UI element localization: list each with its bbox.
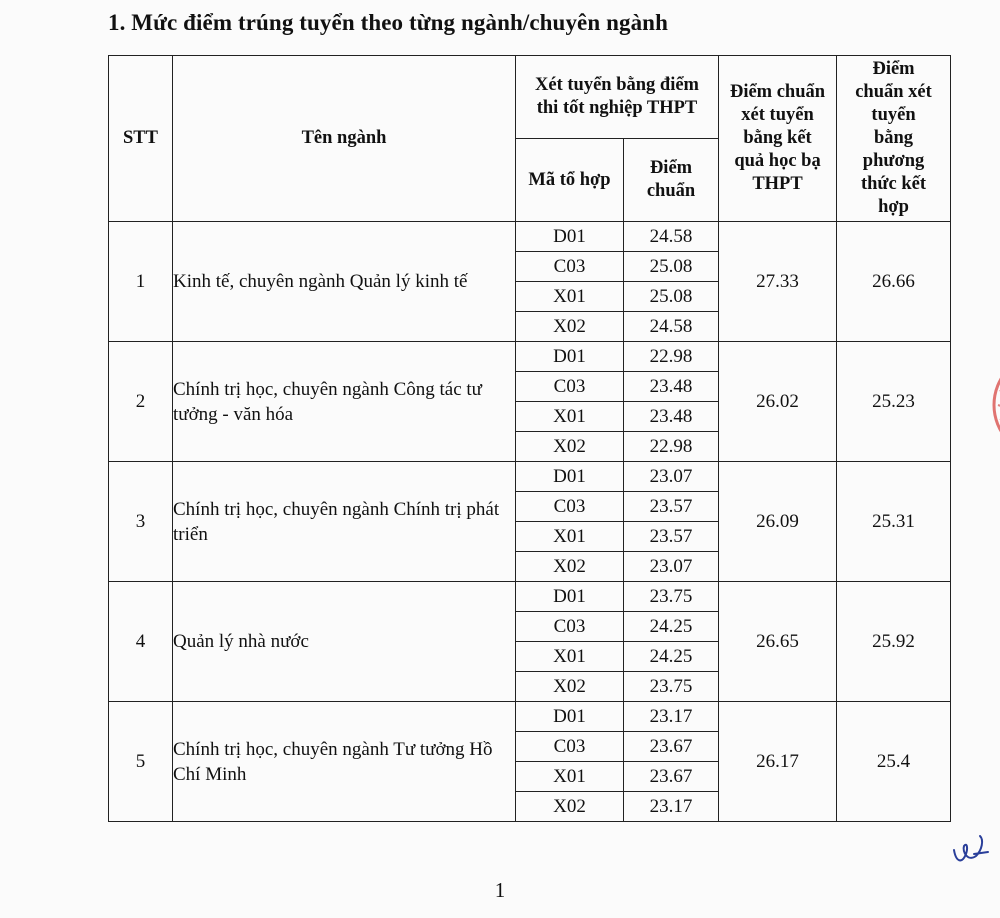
cell-cutoff-score: 24.58 <box>624 312 719 342</box>
cell-major-name: Chính trị học, chuyên ngành Chính trị phát triển <box>173 462 516 582</box>
cell-combo-code: C03 <box>516 492 624 522</box>
cell-cutoff-score: 24.25 <box>624 642 719 672</box>
cell-combined-score: 25.4 <box>837 702 951 822</box>
cell-cutoff-score: 24.58 <box>624 222 719 252</box>
cell-transcript-score: 26.17 <box>719 702 837 822</box>
header-transcript: Điểm chuẩn xét tuyển bằng kết quả học bạ THPT <box>719 56 837 222</box>
cell-stt: 2 <box>109 342 173 462</box>
table-row <box>109 342 951 372</box>
table-row <box>109 702 951 732</box>
cell-combo-code: X02 <box>516 672 624 702</box>
cell-combo-code: X01 <box>516 642 624 672</box>
cell-cutoff-score: 22.98 <box>624 432 719 462</box>
cell-cutoff-score: 23.57 <box>624 522 719 552</box>
cell-combo-code: D01 <box>516 582 624 612</box>
cell-cutoff-score: 23.67 <box>624 762 719 792</box>
cell-transcript-score: 27.33 <box>719 222 837 342</box>
cell-transcript-score: 26.09 <box>719 462 837 582</box>
table-row <box>109 462 951 492</box>
cell-combo-code: X02 <box>516 792 624 822</box>
cell-stt: 3 <box>109 462 173 582</box>
header-thpt-exam: Xét tuyển bằng điểm thi tốt nghiệp THPT <box>516 56 719 139</box>
signature-mark <box>950 832 995 872</box>
cell-combo-code: C03 <box>516 252 624 282</box>
cell-cutoff-score: 25.08 <box>624 252 719 282</box>
cell-cutoff-score: 23.17 <box>624 702 719 732</box>
cell-combo-code: D01 <box>516 702 624 732</box>
cell-transcript-score: 26.02 <box>719 342 837 462</box>
cell-stt: 1 <box>109 222 173 342</box>
cell-cutoff-score: 23.07 <box>624 552 719 582</box>
table-row <box>109 222 951 252</box>
cell-combo-code: C03 <box>516 372 624 402</box>
cell-cutoff-score: 22.98 <box>624 342 719 372</box>
cell-combined-score: 25.92 <box>837 582 951 702</box>
official-stamp <box>984 345 1000 465</box>
table-body <box>109 222 951 822</box>
cell-combined-score: 25.31 <box>837 462 951 582</box>
header-major: Tên ngành <box>173 56 516 222</box>
cell-combo-code: X01 <box>516 522 624 552</box>
cell-major-name: Quản lý nhà nước <box>173 582 516 702</box>
cell-major-name: Kinh tế, chuyên ngành Quản lý kinh tế <box>173 222 516 342</box>
cell-cutoff-score: 23.48 <box>624 402 719 432</box>
cell-combo-code: X02 <box>516 552 624 582</box>
header-combo-code: Mã tổ hợp <box>516 139 624 222</box>
cell-combo-code: X01 <box>516 402 624 432</box>
cell-cutoff-score: 23.75 <box>624 582 719 612</box>
section-heading: 1. Mức điểm trúng tuyển theo từng ngành/chuyên ngành <box>108 10 668 35</box>
cell-cutoff-score: 24.25 <box>624 612 719 642</box>
cell-major-name: Chính trị học, chuyên ngành Công tác tư tưởng - văn hóa <box>173 342 516 462</box>
cell-combo-code: X02 <box>516 312 624 342</box>
cell-combo-code: X02 <box>516 432 624 462</box>
cell-cutoff-score: 25.08 <box>624 282 719 312</box>
header-combined: Điểm chuẩn xét tuyển bằng phương thức kết hợp <box>837 56 951 222</box>
cell-cutoff-score: 23.75 <box>624 672 719 702</box>
cell-combined-score: 25.23 <box>837 342 951 462</box>
cell-cutoff-score: 23.57 <box>624 492 719 522</box>
table-row <box>109 582 951 612</box>
header-cutoff: Điểm chuẩn <box>624 139 719 222</box>
cell-combo-code: C03 <box>516 732 624 762</box>
cell-combined-score: 26.66 <box>837 222 951 342</box>
cell-cutoff-score: 23.67 <box>624 732 719 762</box>
cell-combo-code: X01 <box>516 282 624 312</box>
cell-combo-code: C03 <box>516 612 624 642</box>
cell-stt: 5 <box>109 702 173 822</box>
cell-combo-code: X01 <box>516 762 624 792</box>
cell-cutoff-score: 23.17 <box>624 792 719 822</box>
page-number: 1 <box>494 878 506 902</box>
cell-combo-code: D01 <box>516 222 624 252</box>
admission-score-table <box>108 55 951 822</box>
cell-cutoff-score: 23.48 <box>624 372 719 402</box>
cell-major-name: Chính trị học, chuyên ngành Tư tưởng Hồ Chí Minh <box>173 702 516 822</box>
cell-combo-code: D01 <box>516 462 624 492</box>
header-stt: STT <box>109 56 173 222</box>
cell-cutoff-score: 23.07 <box>624 462 719 492</box>
cell-transcript-score: 26.65 <box>719 582 837 702</box>
cell-combo-code: D01 <box>516 342 624 372</box>
cell-stt: 4 <box>109 582 173 702</box>
